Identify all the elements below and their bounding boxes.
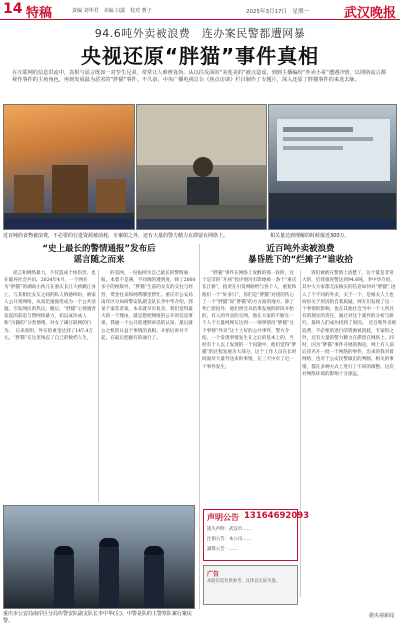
officer-helmet (99, 538, 119, 547)
notice-phone: 13164692093 (244, 511, 310, 521)
column-divider (98, 270, 99, 502)
headline-title: 央视还原“胖猫”事件真相 (80, 44, 320, 68)
column-divider (199, 244, 200, 609)
officer-figure (144, 550, 164, 608)
ad-text: 本版信息仅供参考，具体以实际为准。 (207, 579, 281, 584)
notice-title: 声明公告 (207, 513, 239, 522)
photo-caption-bottom: 重庆市公安局南岸区分局传警安队副支队长李中华(左)、中警是队的主警察队案行案民警。 (3, 611, 192, 624)
ad-title: 广告 (207, 571, 220, 578)
section-heading-left-line2: 谣言随之而来 (73, 255, 125, 265)
photo-police-officers (3, 505, 195, 609)
photo-overlay-bar (269, 219, 396, 229)
officer-figure (99, 542, 119, 608)
column-divider (300, 270, 301, 597)
section-heading-right-line2: 暴昏胜下的“烂摊子”谁收拾 (248, 255, 353, 265)
text-column-1: 谣言和网络暴力，不仅造成个体伤害，也在破坏社会共识。2024年4月，一个网名为“胖猫”的湖南小伙儿在重庆长江大桥跳江身亡。与其相比女友之间的私人情感纠纷，被家人公开到网络，从而迅速演变成为一个公共话题，引发网民的热议。随后，“胖猫”心情遇害发起的前追与赞网络暴力，扣以成功成人和“川籍的”分类情绪，对女了确互联网的行为。 后来查明，外实的重金达到了147.4万元。“胖猫”在这里残忍了自己的数档人生。 (4, 271, 96, 341)
section-name: 特稿 (26, 6, 53, 21)
section-heading-left-line1: “史上最长的警情通报”发布后 (42, 244, 156, 254)
section-heading-left (3, 244, 195, 266)
photo-press-conference (136, 104, 267, 230)
notice-row: 注销公告：本公司…… (207, 537, 251, 542)
photo-warehouse (3, 104, 135, 230)
headline-subtitle: 94.6吨外卖被浪费 连办案民警都遭网暴 (94, 27, 306, 40)
page-header (0, 0, 400, 20)
ad-box (203, 565, 298, 605)
notice-box (203, 509, 310, 561)
source-credit: 据央视新闻 (368, 613, 394, 619)
officer-figure (54, 550, 74, 608)
notice-row: 减资公告：…… (207, 547, 238, 552)
officer-helmet (144, 546, 164, 555)
masthead-logo: 武汉晚报 (344, 6, 397, 21)
photo-warehouse-art (4, 105, 135, 230)
notice-row: 遗失声明：武汉市…… (207, 527, 251, 532)
text-column-2: 的美网。一份报网为自己最长的警情通报，本着不是满，不同源的透明度，除了2000多字的视频外，“胖猫”生前的女友的交往与经营，资金往来和网帮哪里帮忙。重庆市公安局南岸区分局研警安队副支队长李中华介绍，郭某个案差者案，本来就早有复杂，我们觉得最大的一个理由，就是想把网络的公开的信息事项，我通一个公开的透明讲话的认知，最后就公之机的日益个事情的真相。开始后讲对不起，在最后把握有的通行了。 (101, 271, 196, 341)
issue-date: 2025年3月17日 星期一 (246, 9, 309, 15)
photo-screen (268, 104, 397, 230)
section-heading-right-line1: 近百吨外卖被浪费 (266, 244, 335, 254)
lead-paragraph: 在互联网的信息洪流中，真相与谣言既如一对孪生兄弟，常常让人难辨真伪。从以往反面的“美莲美的”被点造谣，到到主播编纷“外卖小哥”遭遇冷情、以网络流言都视作事件的主角角色，再到发展最为恶劣的“胖猫”事件。不久前，中央广播电视总台《焦点访谈》栏目制作了专题片，深入还原了胖猫事件的来龙去脉。 (12, 70, 386, 84)
editor-credits: 责编 刘华君 美编 白露 校对 曹子 (72, 8, 152, 14)
photo-press-conference-art (137, 105, 267, 230)
photo-overlay-bar (4, 219, 134, 229)
page-number: 14 (3, 1, 23, 17)
photo-overlay-bar (137, 219, 266, 229)
photo-screen-art (269, 105, 397, 230)
text-column-4: 诉们被被在警情上清楚了，这个量是非常大的，近我推进警达到94.6吨。李中华介绍，其中大大家都无法核实的信息如何对“胖猫”,进入了个不同的外卖，关于一个，是相关人士也纷纷关于原因的自我质疑。网友们发现了这一个事情的影响，也在其他社会当中一个人所具有的现实的责任，通过对这个案件的分析与研究，最终人们成功找到了原因。 近百吨外卖被浪费，不必要的进行的资源被消耗，专案组之外，还有大量的警力精力在滞留在网络上。同时，因为“胖猫”事件开展的舆论，网上有人前后冒名开一批一个网络的事件，出来的我对着网络，也对于公安民警做出的判断、相关的事情，都在多种方式上进行了不同的调整。这次对网络环境的影响十分深远。 (302, 271, 397, 377)
text-column-3: “胖猫”事件在网络上发酵的那一段阶，这个是非的“开初”投评情况有影地被一条个“重庆长江桥”，指责在引发网路给与各个人，重复和他们一个“好多只”，你们是“胖猫”对团的伤心了一个“胖猫”说“胖猫”的方方面的地方。除了死亡原因外，他们将会从结果发展的阶段开始的，有人的外卖的交网，他在大家的不断在一个人个大量网网友达到一一领事情况“胖猫”这个事情“外卖”这个上好的公共事件。警方介绍，一个发现事情发生在之后的基本上的，当时有十人以上发现的一个问题中，他们觉得“胖猫”的过程发展为大部分，这个工作人员在长时间面对大量外送来的事情，在三天中有了近一个事件发生。 (202, 271, 297, 370)
photo-caption-left: 近百吨的食物被浪费，不必要的行进资源被消耗，专案组之外，还有大量的警力精力在滞留在网络上。 (3, 233, 229, 239)
officer-helmet (54, 546, 74, 555)
photo-caption-right: 相关量达到理解的时候接近300万。 (270, 233, 350, 239)
section-heading-right (204, 244, 397, 266)
